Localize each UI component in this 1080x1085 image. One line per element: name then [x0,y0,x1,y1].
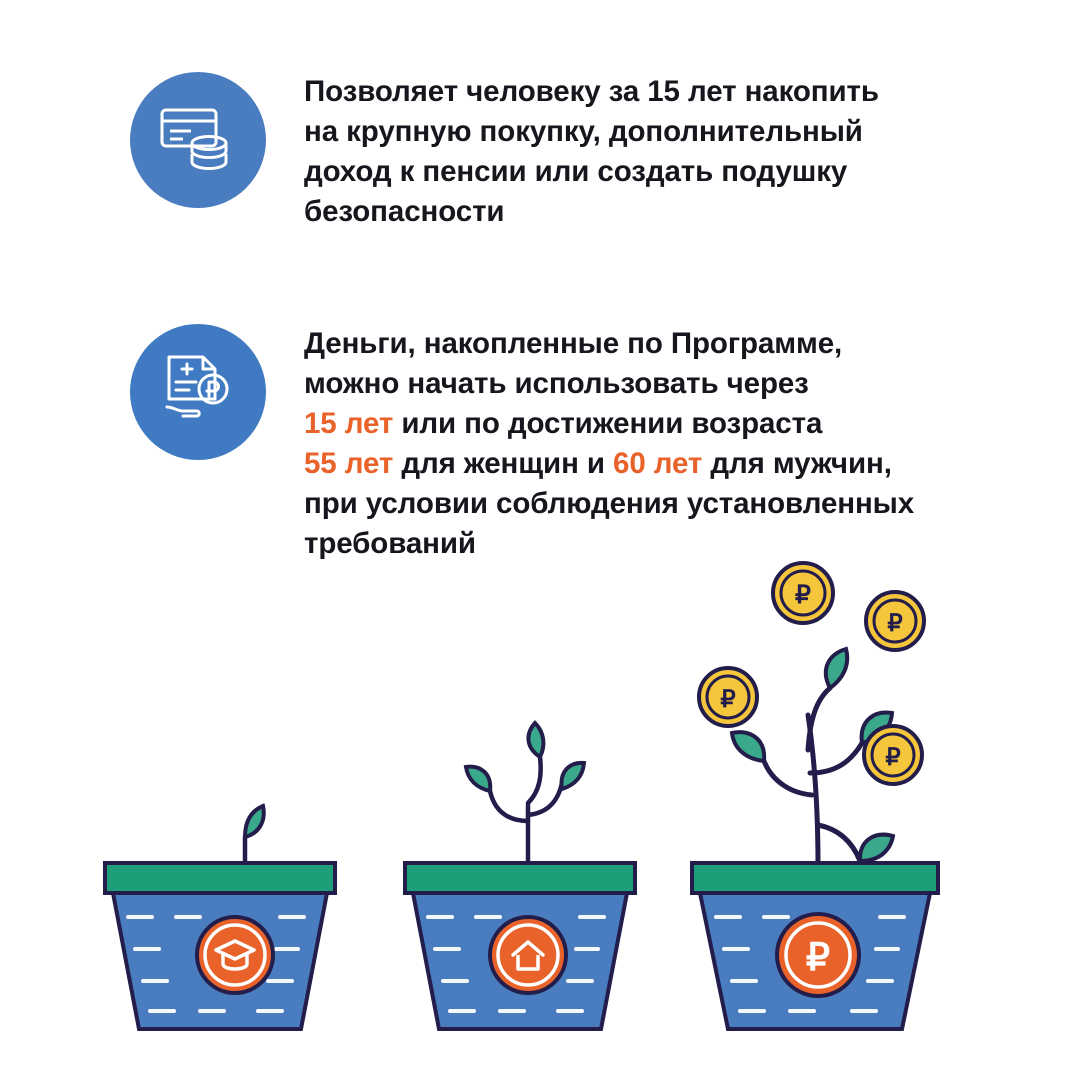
pot-group-2 [405,723,635,1029]
bullet-2-line-3 [304,404,914,444]
bullet-1-line-1 [304,72,879,112]
pot-group-1 [105,806,335,1029]
svg-text:₽: ₽ [887,611,903,637]
text-run: или по достижении возраста [393,407,823,440]
document-ruble-in-hand-icon [155,347,241,438]
bullet-1-line-2 [304,112,879,152]
coin-upper-right [866,592,924,650]
bullet-1-line-3 [304,152,879,192]
bullet-2-line-5 [304,484,914,524]
bullet-item-2 [130,324,914,564]
text-run: при условии соблюдения установленных [304,487,915,520]
bullet-item-1 [130,72,879,232]
highlight-60-years: 60 лет [613,447,703,480]
svg-text:₽: ₽ [720,687,736,713]
svg-text:₽: ₽ [795,582,811,609]
text-run: на крупную покупку, дополнительный [304,115,863,148]
bullet-text-2 [304,324,914,564]
text-run: можно начать использовать через [304,367,809,400]
coin-left [699,668,757,726]
card-and-coins-icon [157,102,239,179]
badge-circle-2 [130,324,266,460]
badge-circle-1 [130,72,266,208]
growing-plants-illustration [0,545,1080,1080]
text-run: для мужчин, [702,447,892,480]
ruble-icon: ₽ [805,937,831,979]
text-run: требований [304,527,476,560]
bullet-1-line-4 [304,192,879,232]
coin-top [773,563,833,623]
bullet-2-line-1 [304,324,914,364]
svg-text:₽: ₽ [885,745,901,771]
text-run: доход к пенсии или создать подушку [304,155,848,188]
bullet-2-line-4 [304,444,914,484]
highlight-15-years: 15 лет [304,407,394,440]
text-run: Деньги, накопленные по Программе, [304,327,843,360]
highlight-55-years: 55 лет [304,447,394,480]
pot-group-3 [692,563,938,1029]
text-run: безопасности [304,195,505,228]
text-run: Позволяет человеку за 15 лет накопить [304,75,879,108]
coin-lower-right [864,726,922,784]
text-run: для женщин и [393,447,614,480]
bullet-text-1 [304,72,879,232]
bullet-2-line-2 [304,364,914,404]
